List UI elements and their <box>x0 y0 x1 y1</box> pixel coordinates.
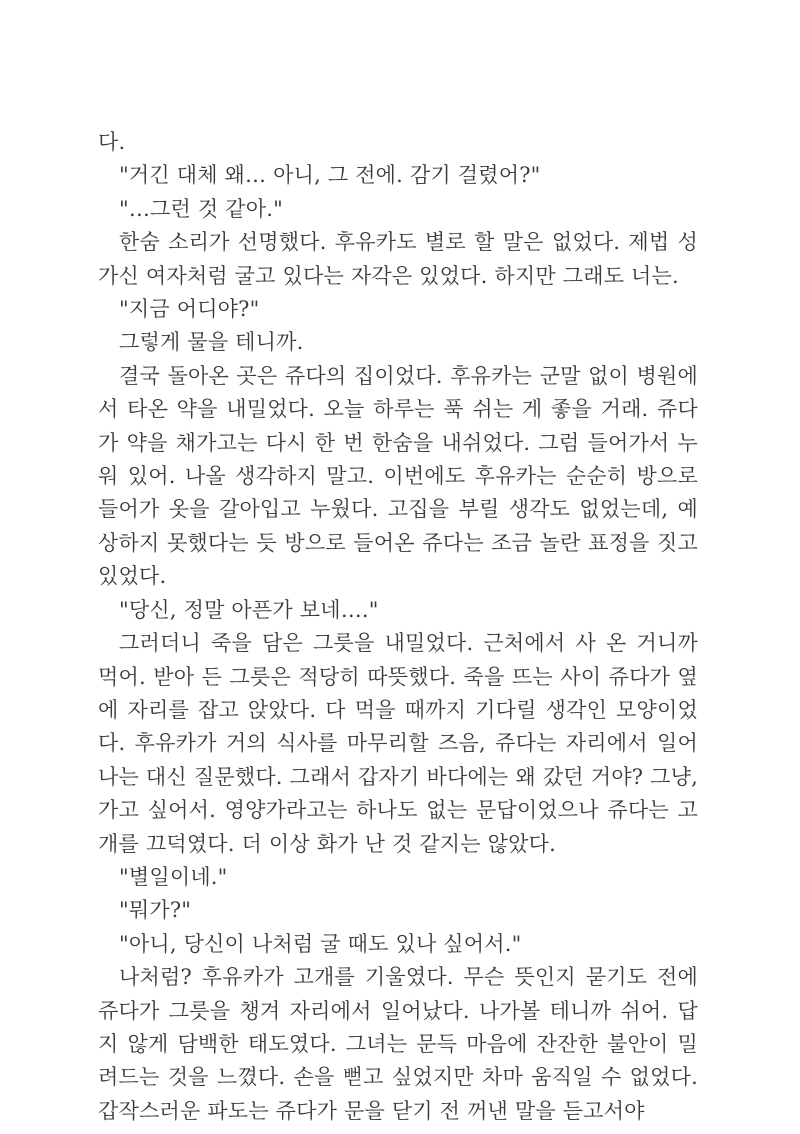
paragraph: 그러더니 죽을 담은 그릇을 내밀었다. 근처에서 사 온 거니까 먹어. 받아 든 그릇은 적당히 따뜻했다. 죽을 뜨는 사이 쥬다가 옆에 자리를 잡고 앉았다. 다 먹을 때까지 기다릴 생각인 모양이었다. 후유카가 거의 식사를 마무리할 즈음, 쥬다는 자리에서 일어나는 대신 질문했다. 그래서 갑자기 바다에는 왜 갔던 거야? 그냥, 가고 싶어서. 영양가라고는 하나도 없는 문답이었으나 쥬다는 고개를 끄덕였다. 더 이상 화가 난 것 같지는 않았다. <box>98 631 698 856</box>
paragraph: "거긴 대체 왜… 아니, 그 전에. 감기 걸렸어?" <box>119 163 541 188</box>
paragraph: "별일이네." <box>119 864 228 889</box>
paragraph: "아니, 당신이 나처럼 굴 때도 있나 싶어서." <box>119 931 522 956</box>
paragraph: "…그런 것 같아." <box>119 196 283 221</box>
paragraph: "지금 어디야?" <box>119 297 260 322</box>
paragraph: 결국 돌아온 곳은 쥬다의 집이었다. 후유카는 군말 없이 병원에서 타온 약을 내밀었다. 오늘 하루는 푹 쉬는 게 좋을 거래. 쥬다가 약을 채가고는 다시 한 번 한숨을 내쉬었다. 그럼 들어가서 누워 있어. 나올 생각하지 말고. 이번에도 후유카는 순순히 방으로 들어가 옷을 갈아입고 누웠다. 고집을 부릴 생각도 없었는데, 예상하지 못했다는 듯 방으로 들어온 쥬다는 조금 놀란 표정을 짓고 있었다. <box>98 363 698 589</box>
paragraph: "당신, 정말 아픈가 보네…." <box>119 597 379 622</box>
paragraph: 다. <box>98 130 126 154</box>
body-text <box>98 126 698 1128</box>
paragraph: "뭐가?" <box>119 898 192 923</box>
paragraph: 나처럼? 후유카가 고개를 기울였다. 무슨 뜻인지 묻기도 전에 쥬다가 그릇을 챙겨 자리에서 일어났다. 나가볼 테니까 쉬어. 답지 않게 담백한 태도였다. 그녀는 문득 마음에 잔잔한 불안이 밀려드는 것을 느꼈다. 손을 뻗고 싶었지만 차마 움직일 수 없었다. 갑작스러운 파도는 쥬다가 문을 닫기 전 꺼낸 말을 듣고서야 <box>98 965 698 1123</box>
paragraph: 그렇게 물을 테니까. <box>119 330 304 355</box>
paragraph: 한숨 소리가 선명했다. 후유카도 별로 할 말은 없었다. 제법 성가신 여자처럼 굴고 있다는 자각은 있었다. 하지만 그래도 너는. <box>98 230 698 288</box>
